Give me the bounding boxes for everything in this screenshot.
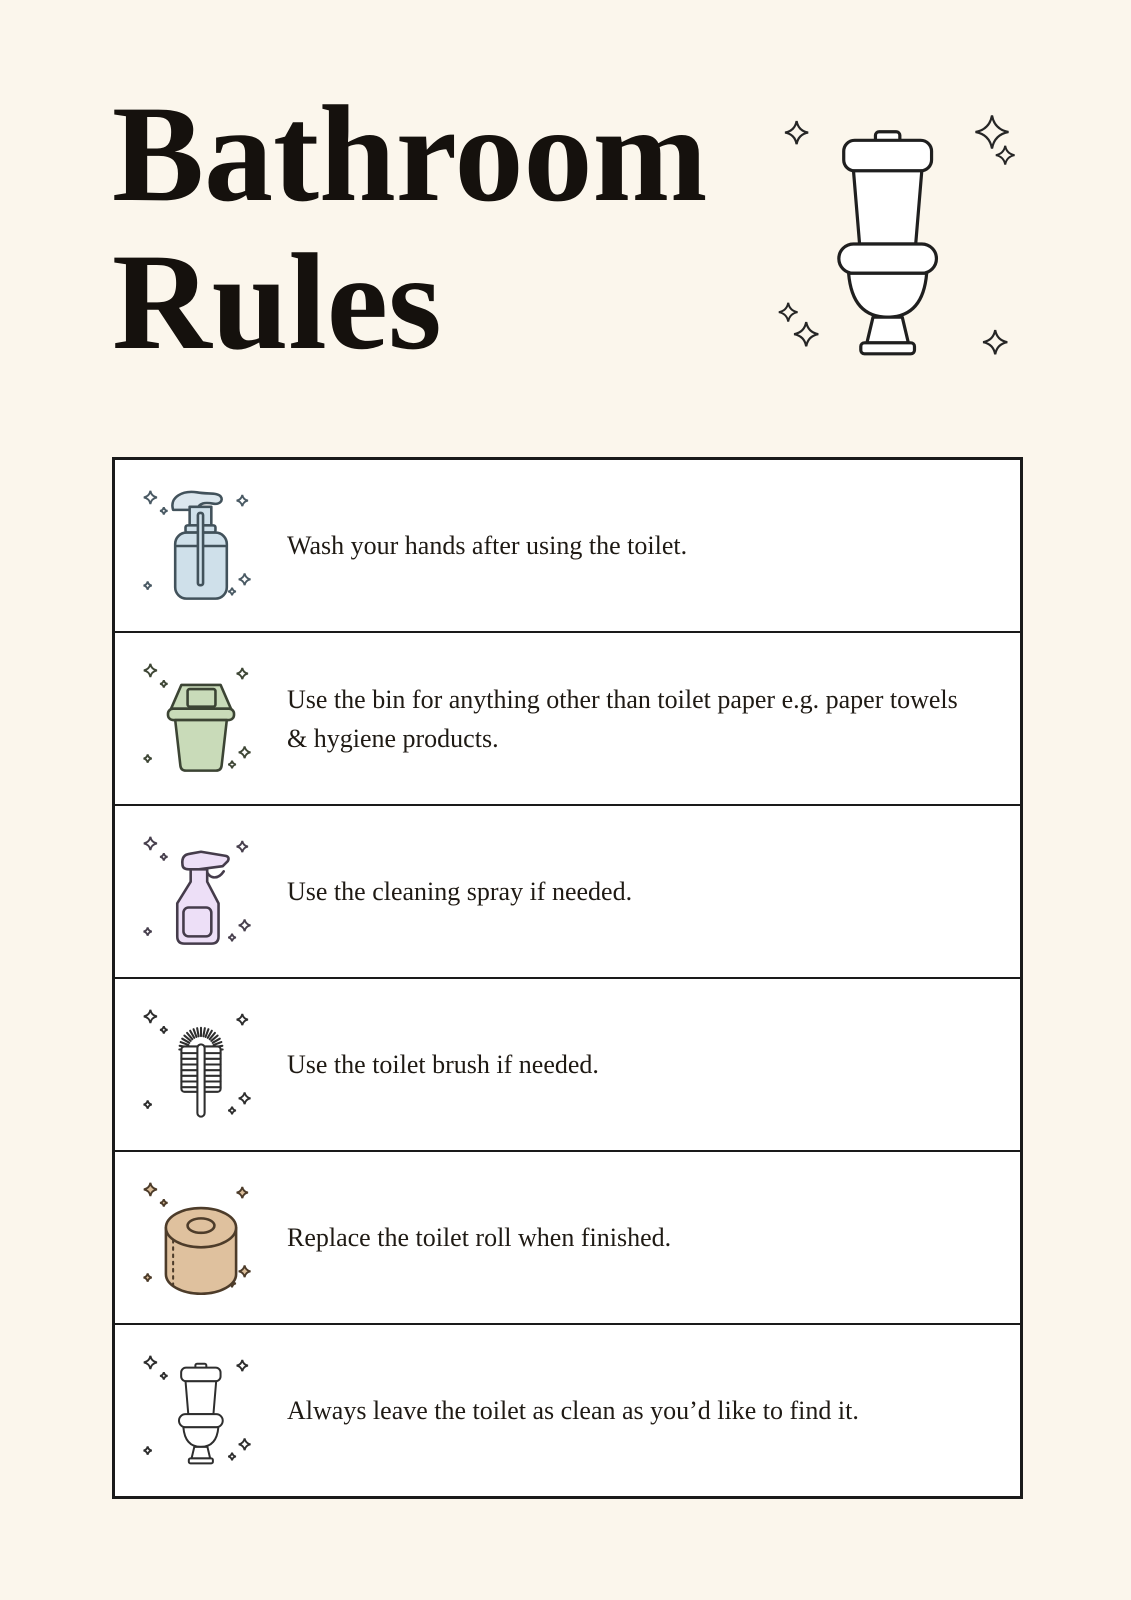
waste-bin-icon — [137, 655, 265, 783]
rule-text-cell — [287, 680, 1020, 758]
rule-text: Replace the toilet roll when finished. — [287, 1223, 672, 1252]
toilet-brush-icon — [137, 1001, 265, 1129]
rule-text-cell — [287, 872, 1020, 911]
soap-dispenser-icon — [137, 482, 265, 610]
rule-row — [115, 806, 1020, 979]
rules-table — [112, 457, 1023, 1499]
rule-row — [115, 633, 1020, 806]
rule-icon-cell — [115, 1001, 287, 1129]
toilet-roll-icon — [137, 1174, 265, 1302]
sparkling-toilet-illustration — [748, 98, 1018, 393]
rule-icon-cell — [115, 482, 287, 610]
poster-title-line2: Rules — [112, 224, 442, 378]
rule-icon-cell — [115, 655, 287, 783]
rule-row — [115, 460, 1020, 633]
rule-text-cell — [287, 1218, 1020, 1257]
rule-text: Wash your hands after using the toilet. — [287, 531, 688, 560]
rule-row — [115, 979, 1020, 1152]
rule-row — [115, 1325, 1020, 1496]
rule-icon-cell — [115, 1347, 287, 1475]
rule-row — [115, 1152, 1020, 1325]
poster-title — [112, 77, 708, 378]
rule-text-cell — [287, 1045, 1020, 1084]
cleaning-spray-icon — [137, 828, 265, 956]
rule-text-cell — [287, 526, 1020, 565]
rule-text: Use the cleaning spray if needed. — [287, 877, 633, 906]
rule-icon-cell — [115, 1174, 287, 1302]
rule-text: Use the toilet brush if needed. — [287, 1050, 599, 1079]
rule-icon-cell — [115, 828, 287, 956]
rule-text-cell — [287, 1391, 1020, 1430]
rule-text: Always leave the toilet as clean as you’d like to find it. — [287, 1396, 859, 1425]
poster-title-line1: Bathroom — [112, 77, 708, 230]
toilet-icon — [137, 1347, 265, 1475]
rule-text: Use the bin for anything other than toilet paper e.g. paper towels & hygiene products. — [287, 684, 958, 753]
